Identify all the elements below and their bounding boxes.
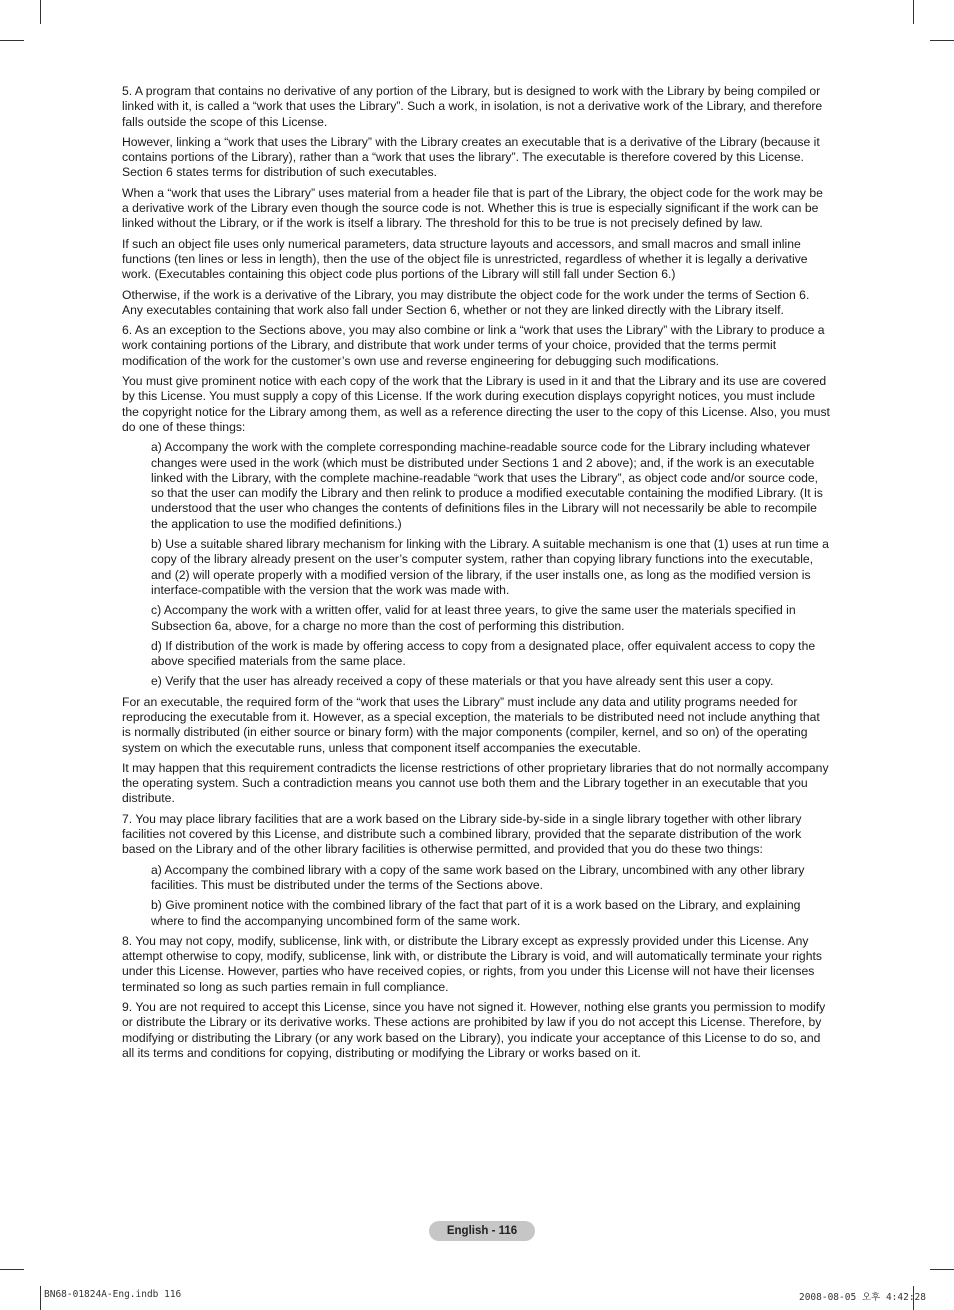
license-paragraph: 7. You may place library facilities that are a work based on the Library side-by-side in a single library together with other library facilities not covered by this License, and distribute such a combined library, provided that the separate distribution of the work based on the Library and of the other library facilities is otherwise permitted, and provided that you do these two things:	[122, 811, 802, 857]
license-paragraph: You must give prominent notice with each copy of the work that the Library is used in it and that the Library and its use are covered by this License. You must supply a copy of this License. If the work during execution displays copyright notices, you must include the copyright notice for the Library among them, as well as a reference directing the user to the copy of this License. Also, you must do one of these things:	[122, 374, 830, 434]
license-paragraph: 9. You are not required to accept this License, since you have not signed it. However, nothing else grants you permission to modify or distribute the Library or its derivative works. These actions are prohibited by law if you do not accept this License. Therefore, by modifying or distributing the Library (or any work based on the Library), you indicate your acceptance of this License to do so, and all its terms and conditions for copying, distributing or modifying the Library or works based on it.	[122, 1000, 826, 1060]
footer-timestamp: 2008-08-05 오후 4:42:28	[798, 1292, 926, 1303]
crop-mark	[40, 1286, 41, 1310]
license-subparagraph: b) Use a suitable shared library mechanism for linking with the Library. A suitable mechanism is one that (1) uses at run time a copy of the library already present on the user’s computer system, rather than copying library functions into the executable, and (2) will operate properly with a modified version of the library, if the user installs one, as long as the modified version is interface-compatible with the version that the work was made with.	[151, 537, 829, 597]
license-paragraph: It may happen that this requirement contradicts the license restrictions of other proprietary libraries that do not normally accompany the operating system. Such a contradiction means you cannot use both them and the Library together in an executable that you distribute.	[122, 760, 829, 806]
crop-mark	[40, 0, 41, 24]
license-paragraph: 5. A program that contains no derivative of any portion of the Library, but is designed to work with the Library by being compiled or linked with it, is called a “work that uses the Library”. Such a work, in isolation, is not a derivative work of the Library, and therefore falls outside the scope of this License.	[122, 84, 823, 129]
crop-mark	[0, 40, 24, 41]
crop-mark	[930, 40, 954, 41]
license-subparagraph: b) Give prominent notice with the combined library of the fact that part of it is a work based on the Library, and explaining where to find the accompanying uncombined form of the same work.	[151, 898, 801, 928]
license-paragraph: For an executable, the required form of the “work that uses the Library” must include any data and utility programs needed for reproducing the executable from it. However, as a special exception, the materials to be distributed need not include anything that is normally distributed (in either source or binary form) with the major components (compiler, kernel, and so on) of the operating system on which the executable runs, unless that component itself accompanies the executable.	[122, 694, 820, 755]
license-paragraph: If such an object file uses only numerical parameters, data structure layouts and accessors, and small macros and small inline functions (ten lines or less in length), then the use of the object file is unrestricted, regardless of whether it is legally a derivative work. (Executables containing this object code plus portions of the Library will still fall under Section 6.)	[122, 236, 808, 282]
page-number-badge: English - 116	[429, 1221, 535, 1241]
license-subparagraph: d) If distribution of the work is made by offering access to copy from a designated place, offer equivalent access to copy the above specified materials from the same place.	[151, 638, 816, 669]
license-paragraph: Otherwise, if the work is a derivative of the Library, you may distribute the object code for the work under the terms of Section 6. Any executables containing that work also fall under Section 6, whether or not they are linked directly with the Library itself.	[122, 287, 810, 317]
license-paragraph: 6. As an exception to the Sections above, you may also combine or link a “work that uses the Library” with the Library to produce a work containing portions of the Library, and distribute that work under terms of your choice, provided that the terms permit modification of the work for the customer’s own use and reverse engineering for debugging such modifications.	[122, 323, 825, 368]
license-subparagraph: a) Accompany the combined library with a copy of the same work based on the Library, uncombined with any other library facilities. This must be distributed under the terms of the Sections above.	[151, 862, 805, 892]
license-body	[122, 84, 830, 1066]
license-subparagraph: e) Verify that the user has already received a copy of these materials or that you have already sent this user a copy.	[151, 674, 774, 689]
footer-file-name: BN68-01824A-Eng.indb 116	[44, 1289, 182, 1300]
license-paragraph: 8. You may not copy, modify, sublicense, link with, or distribute the Library except as expressly provided under this License. Any attempt otherwise to copy, modify, sublicense, link with, or distribute the Library is void, and will automatically terminate your rights under this License. However, parties who have received copies, or rights, from you under this License will not have their licenses terminated so long as such parties remain in full compliance.	[122, 933, 822, 994]
crop-mark	[913, 0, 914, 24]
crop-mark	[0, 1269, 24, 1270]
license-subparagraph: c) Accompany the work with a written offer, valid for at least three years, to give the same user the materials specified in Subsection 6a, above, for a charge no more than the cost of performing this distribution.	[151, 603, 796, 633]
license-paragraph: When a “work that uses the Library” uses material from a header file that is part of the Library, the object code for the work may be a derivative work of the Library even though the source code is not. Whether this is true is especially significant if the work can be linked without the Library, or if the work is itself a library. The threshold for this to be true is not precisely defined by law.	[122, 185, 823, 231]
license-paragraph: However, linking a “work that uses the Library” with the Library creates an executable that is a derivative of the Library (because it contains portions of the Library), rather than a “work that uses the library”. The executable is therefore covered by this License. Section 6 states terms for distribution of such executables.	[122, 134, 820, 180]
license-subparagraph: a) Accompany the work with the complete corresponding machine-readable source code for the Library including whatever changes were used in the work (which must be distributed under Sections 1 and 2 above); and, if the work is an executable linked with the Library, with the complete machine-readable “work that uses the Library”, as object code and/or source code, so that the user can modify the Library and then relink to produce a modified executable containing the modified Library. (It is understood that the user who changes the contents of definitions files in the Library will not necessarily be able to recompile the application to use the modified definitions.)	[151, 440, 823, 531]
crop-mark	[930, 1269, 954, 1270]
